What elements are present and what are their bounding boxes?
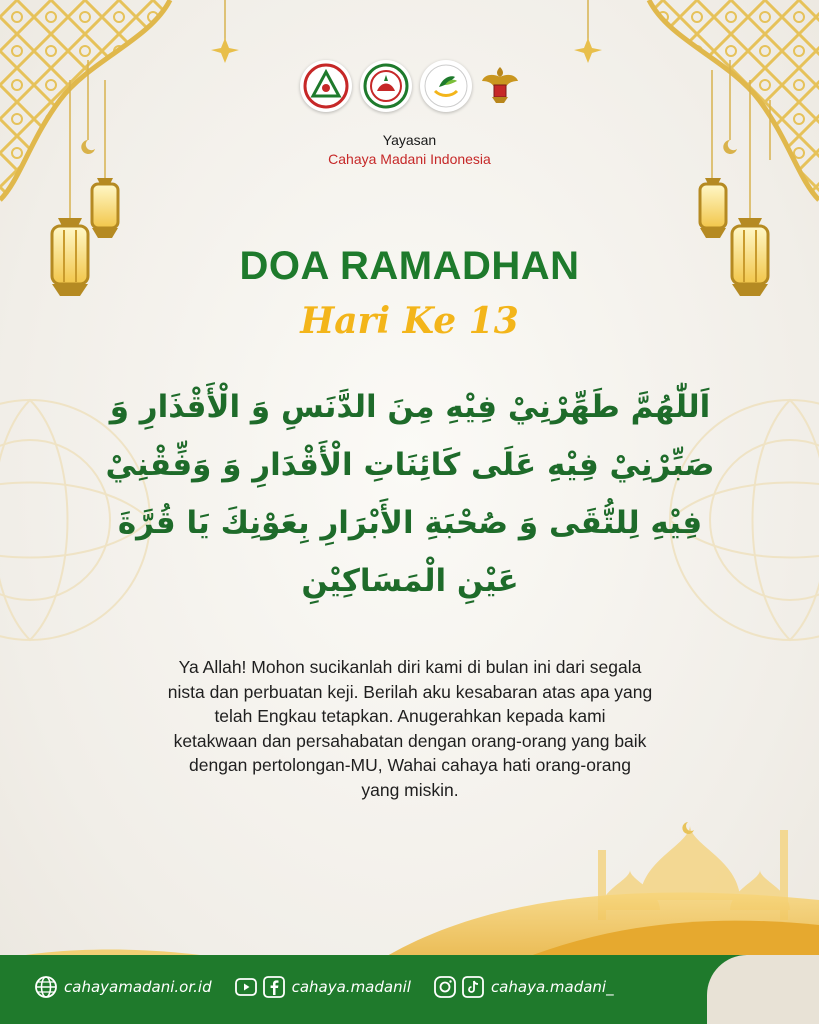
arabic-line: اَللّٰهُمَّ طَهِّرْنِيْ فِيْهِ مِنَ الدَّنَسِ وَ الْأَقْذَارِ وَ [109, 389, 711, 425]
translation-line: nista dan perbuatan keji. Berilah aku kesabaran atas apa yang [167, 681, 653, 702]
facebook-icon [262, 975, 286, 999]
lantern-icon-right-small [700, 178, 726, 238]
instagram-icon [433, 975, 457, 999]
globe-icon [34, 975, 58, 999]
tiktok-icon [461, 975, 485, 999]
translation-line: telah Engkau tetapkan. Anugerahkan kepada kami [214, 706, 606, 726]
translation-line: ketakwaan dan persahabatan dengan orang-orang yang baik [173, 730, 647, 751]
footer-facebook[interactable] [234, 975, 411, 999]
cahaya-madani-logo-2-icon [360, 60, 412, 112]
translation-line: dengan pertolongan-MU, Wahai cahaya hati orang-orang [189, 755, 631, 775]
footer-social[interactable] [433, 975, 614, 999]
arabic-line: صَبِّرْنِيْ فِيْهِ عَلَى كَائِنَاتِ الْأَقْدَارِ وَ وَفِّقْنِيْ [105, 447, 715, 483]
arabic-prayer [90, 378, 730, 610]
page-subtitle: Hari Ke 13 [300, 300, 519, 342]
foundation-line-2: Cahaya Madani Indonesia [328, 151, 491, 167]
website-text: cahayamadani.or.id [64, 978, 212, 996]
translation-line: Ya Allah! Mohon sucikanlah diri kami di bulan ini dari segala [178, 657, 642, 677]
social-text: cahaya.madani_ [490, 978, 614, 996]
lantern-icon-left-small [92, 178, 118, 238]
arabic-line: عَيْنِ الْمَسَاكِيْنِ [301, 563, 519, 599]
facebook-text: cahaya.madanil [291, 978, 411, 996]
prayer-translation [80, 655, 740, 802]
foundation-name [0, 131, 819, 169]
footer-corner-tab [707, 955, 819, 1024]
garuda-emblem-icon [480, 60, 520, 112]
hands-leaf-logo-icon [420, 60, 472, 112]
cahaya-madani-logo-icon [300, 60, 352, 112]
footer-website[interactable] [34, 975, 212, 999]
foundation-line-1: Yayasan [382, 132, 437, 148]
youtube-icon [234, 975, 258, 999]
arabic-line: فِيْهِ لِلتُّقَى وَ صُحْبَةِ الأَبْرَارِ بِعَوْنِكَ يَا قُرَّةَ [117, 505, 703, 541]
translation-line: yang miskin. [361, 779, 459, 800]
sand-dunes [0, 893, 819, 961]
partner-logos [0, 60, 819, 112]
page-title: DOA RAMADHAN [239, 244, 580, 288]
footer-contacts [34, 970, 636, 1004]
